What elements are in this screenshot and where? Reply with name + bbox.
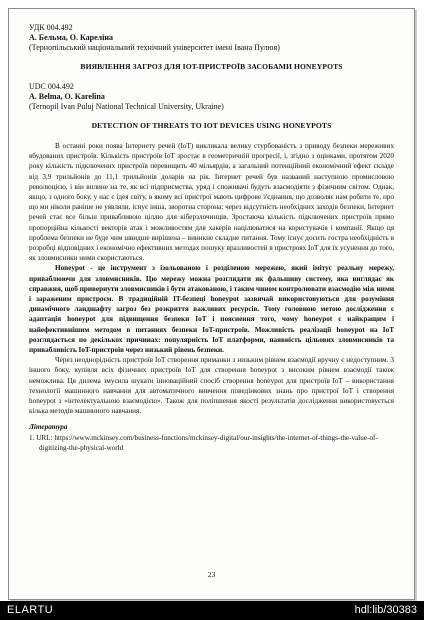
title-en: DETECTION OF THREATS TO IOT DEVICES USING HONEYPOTS [91,121,332,130]
page-content [29,23,394,453]
page-number: 23 [207,570,216,579]
authors-uk: А. Бельма, О. Кареліна [29,33,113,42]
references-heading: Література [29,423,68,432]
handle-id: hdl:lib/30383 [354,604,417,616]
repository-name: ELARTU [7,604,54,616]
authors-en: A. Belma, O. Karelina [29,92,105,101]
body-paragraph-2: Honeypot - це інструмент з ізольованою і розділеною мережею, який імітує реальну мережу, приваблюючи для зловмисників. Цю мережу можна розглядати як фальшиву систему, яка виглядає як справжня, щоб привернути зловмисників і бути атакованою, і таким чином контролювати взаємодію між ними і зараженим пристроєм. В традиційній IT-безпеці honeypot зазвичай використовуються для розуміння динамічного ландшафту загроз без розкриття важливих ресурсів. Тому головною метою дослідження є адаптація honeypot для підвищення безпеки IoT і пояснення того, чому honeypot є найкращим і найефективнішим методом в питаннях безпеки IoT-пристроїв. Можливість реалізації honeypot на IoT розглядається по декількох причинах: популярність IoT платформи, наявність цільових зловмисників та привабливість IoT-пристроїв через низький рівень безпеки. [29,264,394,355]
document-page [8,8,415,600]
reference-item-1[interactable]: 1. URL: https://www.mckinsey.com/business-functions/mckinsey-digital/our-insights/the-internet-of-things-the-value-of-digitizing-the-physical-world [29,434,378,453]
body-paragraph-3: Через неоднорідність пристроїв IoT створення приманки з низьким рівнем взаємодії вручну є недоступним. З іншого боку, купівля всіх фізичних пристроїв IoT для створення honeypot з високим рівнем взаємодії також неможлива. Ця дилема змусила шукати інноваційний спосіб створення honeypot для пристроїв IoT – використання технології машинного навчання для автоматичного вивчення поведінкових знань про пристрої IoT і створення honeypot з «інтелектуальною взаємодією». Також для поліпшення якості результатів дослідження використовується кількa методів машинного навчання. [29,356,394,416]
title-uk: ВИЯВЛЕННЯ ЗАГРОЗ ДЛЯ IOT-ПРИСТРОЇВ ЗАСОБАМИ HONEYPOTS [80,62,343,71]
affiliation-uk: (Тернопільський національний технічний університет імені Івана Пулюя) [29,43,280,52]
affiliation-en: (Ternopil Ivan Puluj National Technical University, Ukraine) [29,102,224,111]
body-paragraph-1: В останні роки поява Інтернету речей (IoT) викликала велику стурбованість з приводу безпеки мереживих вбудованих пристроїв. Кількість пристроїв IoT зростає в геометричній прогресії, і, згідно з оцінками, протягом 2020 року кількість підключених пристроїв перевищить 40 мільярдів, а загальний потенційний економічний ефект складе від 3,9 трильйонів до 11,1 трильйонів доларів на рік. Інтернет речей був названий наступною промисловою революцією, і він вплине на те, як всі підприємства, уряд і споживачі будуть взаємодіяти з фізичним світом. Однак, якщо, з одного боку, у нас є ідея світу, в якому всі пристрої мають цифрове з'єднання, що дозволяє нам робити те, про що ми ніколи раніше не уявляли, існує інша, зворотна сторона: через відсутність необхідних заходів безпеки, Інтернет речей стає все більш привабливою ціллю для кіберзлочинців. Зростаюча кількість підключених пристроїв прямо пропорційна кількості векторів атак і можливостям для хакерів націлюватися на користувачів і компанії. Якщо ця проблема безпеки не буде чим швидше вирішена – виникне складне питання. Тому існує досить гостра необхідність в розробці відповідних і економічно ефективних методах пошуку вразливостей в пристроях IoT для їх усунення до того, як зловмисники ними скористаються. [29,142,394,263]
udc-en: UDC 004.492 [29,82,74,91]
footer-bar [0,601,424,620]
udc-uk: УДК 004.492 [29,23,73,32]
